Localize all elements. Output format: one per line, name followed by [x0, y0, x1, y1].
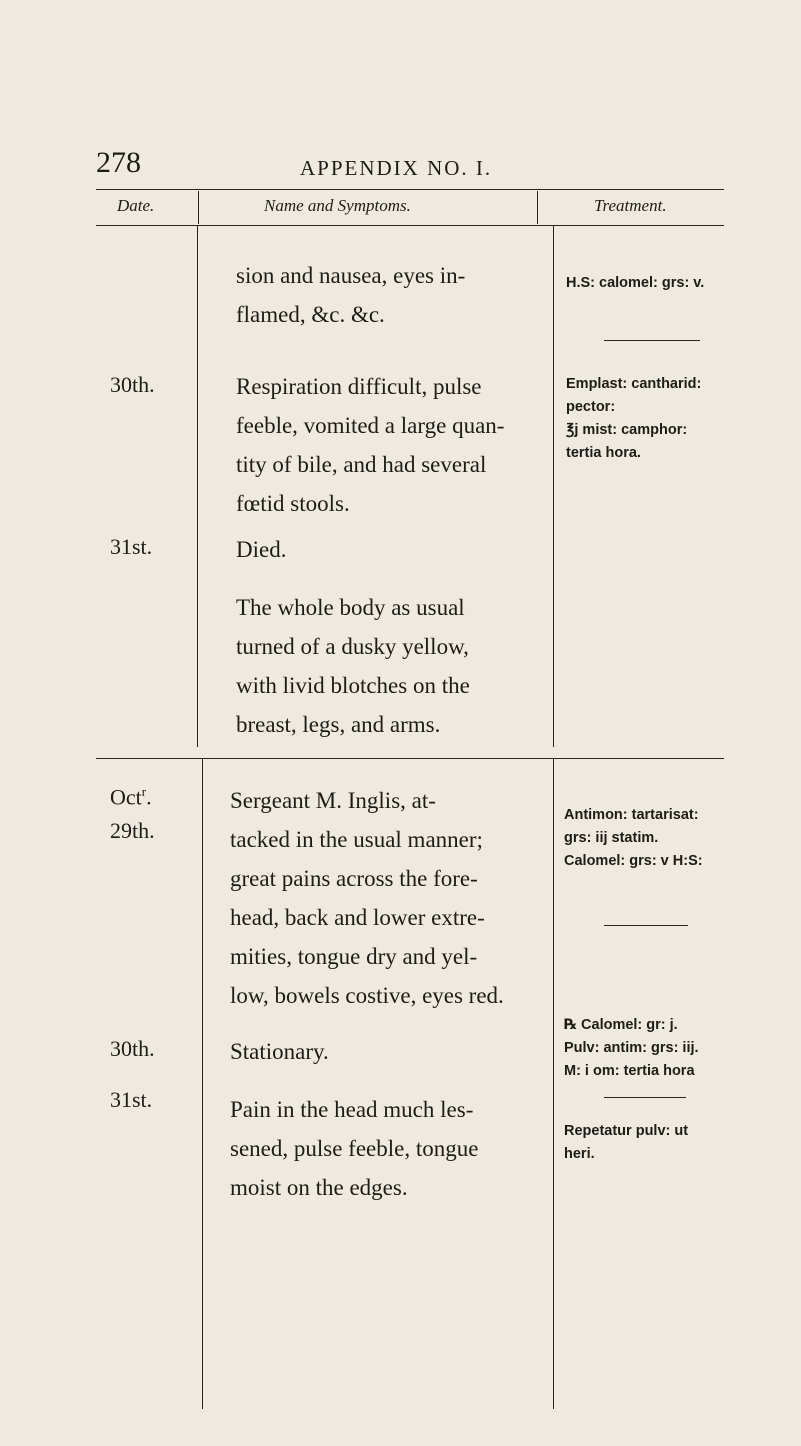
treatment-separator — [604, 925, 688, 926]
text-line: low, bowels costive, eyes red. — [230, 983, 504, 1008]
col-header-symptoms: Name and Symptoms. — [264, 196, 411, 215]
treatment-29th — [564, 804, 789, 873]
text-line: tity of bile, and had several — [236, 452, 487, 477]
treatment-30th — [566, 373, 791, 465]
text-line: Sergeant M. Inglis, at- — [230, 788, 436, 813]
text-line: mities, tongue dry and yel- — [230, 944, 478, 969]
treatment-line: ℥j mist: camphor: — [566, 422, 688, 438]
symptoms-continuation — [236, 256, 546, 334]
text-line: The whole body as usual — [236, 595, 465, 620]
treatment-separator — [604, 1097, 686, 1098]
text-line: Died. — [236, 537, 287, 562]
text-line: sion and nausea, eyes in- — [236, 263, 466, 288]
treatment-line: Calomel: grs: v H:S: — [564, 853, 703, 869]
text-line: great pains across the fore- — [230, 866, 478, 891]
autopsy-note — [236, 588, 546, 744]
text-line: breast, legs, and arms. — [236, 712, 441, 737]
treatment-line: Emplast: cantharid: — [566, 376, 702, 392]
text-line: feeble, vomited a large quan- — [236, 413, 505, 438]
column-divider-right-2 — [553, 759, 554, 1409]
treatment-line: heri. — [564, 1146, 595, 1162]
text-line: Pain in the head much les- — [230, 1097, 474, 1122]
text-line: tacked in the usual manner; — [230, 827, 483, 852]
header-bottom-rule — [96, 225, 724, 226]
symptoms-30th — [236, 367, 546, 523]
symptoms-30th — [230, 1032, 540, 1071]
page-number: 278 — [96, 146, 141, 179]
date-29th: 29th. — [110, 818, 155, 843]
running-head: APPENDIX NO. I. — [300, 156, 493, 180]
symptoms-31st — [236, 530, 546, 569]
block-divider-rule — [96, 758, 724, 759]
text-line: turned of a dusky yellow, — [236, 634, 469, 659]
treatment-line: grs: iij statim. — [564, 830, 659, 846]
text-line: flamed, &c. &c. — [236, 302, 385, 327]
table-top-rule — [96, 189, 724, 190]
date-30th: 30th. — [110, 372, 155, 397]
treatment-30th — [564, 1014, 789, 1083]
header-divider-left — [198, 191, 199, 224]
text-line: moist on the edges. — [230, 1175, 408, 1200]
text-line: Respiration difficult, pulse — [236, 374, 482, 399]
text-line: sened, pulse feeble, tongue — [230, 1136, 479, 1161]
month-abbrev: Oct — [110, 784, 142, 810]
header-divider-right — [537, 191, 538, 224]
treatment-continuation — [566, 272, 791, 295]
treatment-line: Antimon: tartarisat: — [564, 807, 699, 823]
treatment-line: Repetatur pulv: ut — [564, 1123, 689, 1139]
treatment-line: ℞ Calomel: gr: j. — [564, 1017, 678, 1033]
date-31st: 31st. — [110, 534, 153, 559]
text-line: with livid blotches on the — [236, 673, 470, 698]
text-line: head, back and lower extre- — [230, 905, 485, 930]
treatment-line: M: i om: tertia hora — [564, 1063, 695, 1079]
text-line: fœtid stools. — [236, 491, 350, 516]
date-30th: 30th. — [110, 1036, 155, 1061]
month-superscript: r — [141, 784, 147, 799]
column-divider-left — [197, 226, 198, 747]
text-line: Stationary. — [230, 1039, 329, 1064]
col-header-date: Date. — [117, 196, 155, 215]
date-october: Oct$^r$. — [110, 784, 152, 810]
column-divider-left-2 — [202, 759, 203, 1409]
treatment-31st — [564, 1120, 789, 1166]
col-header-treatment: Treatment. — [594, 196, 667, 215]
treatment-line: Pulv: antim: grs: iij. — [564, 1040, 699, 1056]
treatment-line: pector: — [566, 399, 616, 415]
symptoms-31st — [230, 1090, 540, 1207]
treatment-line: H.S: calomel: grs: v. — [566, 275, 705, 291]
treatment-separator — [604, 340, 700, 341]
symptoms-29th — [230, 781, 540, 1015]
column-divider-right — [553, 226, 554, 747]
date-31st: 31st. — [110, 1087, 153, 1112]
treatment-line: tertia hora. — [566, 445, 641, 461]
